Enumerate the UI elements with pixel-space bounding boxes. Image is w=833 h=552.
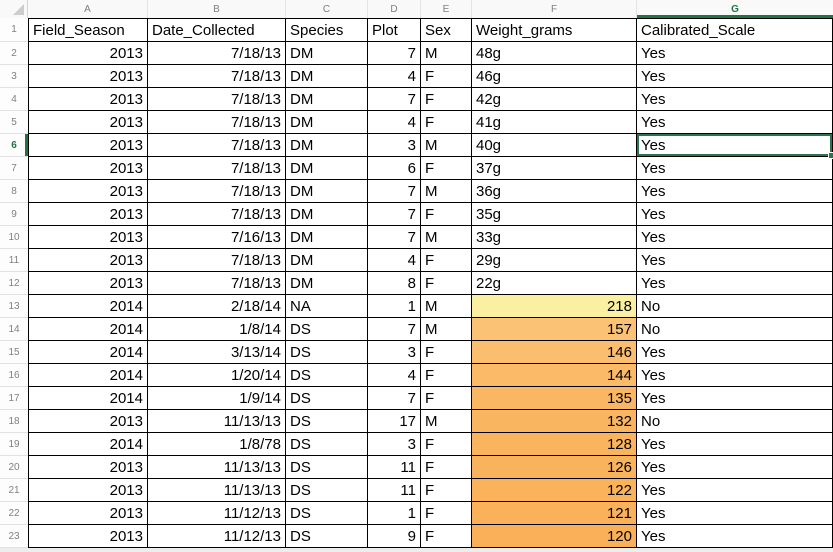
- cell-D12[interactable]: 8: [368, 272, 421, 295]
- cell-D11[interactable]: 4: [368, 249, 421, 272]
- table-row: [0, 364, 833, 387]
- cell-A3[interactable]: 2013: [28, 65, 148, 88]
- cell-C8[interactable]: DM: [286, 180, 368, 203]
- cell-G23[interactable]: Yes: [637, 525, 833, 548]
- cell-G10[interactable]: Yes: [637, 226, 833, 249]
- cell-F7[interactable]: 37g: [472, 157, 637, 180]
- fill-handle[interactable]: [828, 152, 833, 159]
- column-header-D[interactable]: D: [368, 0, 421, 18]
- cell-F5[interactable]: 41g: [472, 111, 637, 134]
- cell-E15[interactable]: F: [421, 341, 472, 364]
- cell-G12[interactable]: Yes: [637, 272, 833, 295]
- cell-C11[interactable]: DM: [286, 249, 368, 272]
- cell-F2[interactable]: 48g: [472, 42, 637, 65]
- cell-D4[interactable]: 7: [368, 88, 421, 111]
- table-row: [0, 295, 833, 318]
- cell-G6[interactable]: Yes: [637, 134, 833, 157]
- cell-A19[interactable]: 2014: [28, 433, 148, 456]
- cell-E22[interactable]: F: [421, 502, 472, 525]
- column-header-A[interactable]: A: [28, 0, 148, 18]
- cell-D3[interactable]: 4: [368, 65, 421, 88]
- cell-C17[interactable]: DS: [286, 387, 368, 410]
- row-number-12[interactable]: 12: [0, 272, 28, 295]
- cell-F21[interactable]: 122: [472, 479, 637, 502]
- cell-G1[interactable]: Calibrated_Scale: [637, 18, 833, 42]
- cell-G16[interactable]: Yes: [637, 364, 833, 387]
- cell-F17[interactable]: 135: [472, 387, 637, 410]
- cell-G13[interactable]: No: [637, 295, 833, 318]
- cell-F22[interactable]: 121: [472, 502, 637, 525]
- cell-F12[interactable]: 22g: [472, 272, 637, 295]
- row-number-6[interactable]: 6: [0, 134, 28, 157]
- cell-F3[interactable]: 46g: [472, 65, 637, 88]
- table-row: [0, 318, 833, 341]
- cell-E2[interactable]: M: [421, 42, 472, 65]
- cell-G21[interactable]: Yes: [637, 479, 833, 502]
- row-number-22[interactable]: 22: [0, 502, 28, 525]
- cell-A7[interactable]: 2013: [28, 157, 148, 180]
- column-header-F[interactable]: F: [472, 0, 637, 18]
- column-header-C[interactable]: C: [286, 0, 368, 18]
- cell-F14[interactable]: 157: [472, 318, 637, 341]
- cell-C6[interactable]: DM: [286, 134, 368, 157]
- cell-E11[interactable]: F: [421, 249, 472, 272]
- row-number-1[interactable]: 1: [0, 18, 28, 42]
- select-all-icon: [13, 4, 24, 15]
- row-number-5[interactable]: 5: [0, 111, 28, 134]
- cell-C9[interactable]: DM: [286, 203, 368, 226]
- row-number-16[interactable]: 16: [0, 364, 28, 387]
- cell-B4[interactable]: 7/18/13: [148, 88, 286, 111]
- cell-D8[interactable]: 7: [368, 180, 421, 203]
- column-header-E[interactable]: E: [421, 0, 472, 18]
- cell-F9[interactable]: 35g: [472, 203, 637, 226]
- cell-F23[interactable]: 120: [472, 525, 637, 548]
- row-number-13[interactable]: 13: [0, 295, 28, 318]
- row-number-7[interactable]: 7: [0, 157, 28, 180]
- table-row: [0, 134, 833, 157]
- cell-D13[interactable]: 1: [368, 295, 421, 318]
- cell-E5[interactable]: F: [421, 111, 472, 134]
- cell-B2[interactable]: 7/18/13: [148, 42, 286, 65]
- cell-C1[interactable]: Species: [286, 18, 368, 42]
- row-number-2[interactable]: 2: [0, 42, 28, 65]
- table-row: [0, 157, 833, 180]
- cell-B9[interactable]: 7/18/13: [148, 203, 286, 226]
- cell-C4[interactable]: DM: [286, 88, 368, 111]
- cell-G7[interactable]: Yes: [637, 157, 833, 180]
- cell-C19[interactable]: DS: [286, 433, 368, 456]
- cell-C12[interactable]: DM: [286, 272, 368, 295]
- select-all-corner[interactable]: [0, 0, 28, 18]
- cell-C16[interactable]: DS: [286, 364, 368, 387]
- cell-F16[interactable]: 144: [472, 364, 637, 387]
- cell-D18[interactable]: 17: [368, 410, 421, 433]
- cell-F20[interactable]: 126: [472, 456, 637, 479]
- cell-E18[interactable]: M: [421, 410, 472, 433]
- cell-A4[interactable]: 2013: [28, 88, 148, 111]
- table-row: [0, 249, 833, 272]
- cell-B21[interactable]: 11/13/13: [148, 479, 286, 502]
- table-row: [0, 410, 833, 433]
- cell-D22[interactable]: 1: [368, 502, 421, 525]
- cell-C3[interactable]: DM: [286, 65, 368, 88]
- cell-G11[interactable]: Yes: [637, 249, 833, 272]
- cell-B20[interactable]: 11/13/13: [148, 456, 286, 479]
- cell-A16[interactable]: 2014: [28, 364, 148, 387]
- row-number-15[interactable]: 15: [0, 341, 28, 364]
- cell-G20[interactable]: Yes: [637, 456, 833, 479]
- bottom-edge: [0, 548, 833, 552]
- cell-A22[interactable]: 2013: [28, 502, 148, 525]
- table-row: [0, 456, 833, 479]
- cell-E7[interactable]: F: [421, 157, 472, 180]
- cell-D17[interactable]: 7: [368, 387, 421, 410]
- cell-B17[interactable]: 1/9/14: [148, 387, 286, 410]
- cell-B23[interactable]: 11/12/13: [148, 525, 286, 548]
- cell-E8[interactable]: M: [421, 180, 472, 203]
- cell-E3[interactable]: F: [421, 65, 472, 88]
- cell-E20[interactable]: F: [421, 456, 472, 479]
- cell-G5[interactable]: Yes: [637, 111, 833, 134]
- cell-B3[interactable]: 7/18/13: [148, 65, 286, 88]
- cell-C10[interactable]: DM: [286, 226, 368, 249]
- cell-D20[interactable]: 11: [368, 456, 421, 479]
- cell-A10[interactable]: 2013: [28, 226, 148, 249]
- cell-D1[interactable]: Plot: [368, 18, 421, 42]
- cell-G9[interactable]: Yes: [637, 203, 833, 226]
- row-number-18[interactable]: 18: [0, 410, 28, 433]
- table-row: [0, 18, 833, 42]
- cell-D15[interactable]: 3: [368, 341, 421, 364]
- cell-D14[interactable]: 7: [368, 318, 421, 341]
- cell-C23[interactable]: DS: [286, 525, 368, 548]
- cell-E12[interactable]: F: [421, 272, 472, 295]
- cell-E9[interactable]: F: [421, 203, 472, 226]
- row-number-10[interactable]: 10: [0, 226, 28, 249]
- cell-F8[interactable]: 36g: [472, 180, 637, 203]
- table-row: [0, 525, 833, 548]
- cell-C18[interactable]: DS: [286, 410, 368, 433]
- cell-A11[interactable]: 2013: [28, 249, 148, 272]
- cell-F4[interactable]: 42g: [472, 88, 637, 111]
- row-number-19[interactable]: 19: [0, 433, 28, 456]
- cell-A18[interactable]: 2013: [28, 410, 148, 433]
- cell-E19[interactable]: F: [421, 433, 472, 456]
- cell-F18[interactable]: 132: [472, 410, 637, 433]
- cell-A1[interactable]: Field_Season: [28, 18, 148, 42]
- cell-G17[interactable]: Yes: [637, 387, 833, 410]
- cell-A6[interactable]: 2013: [28, 134, 148, 157]
- column-header-B[interactable]: B: [148, 0, 286, 18]
- table-row: [0, 387, 833, 410]
- cell-G19[interactable]: Yes: [637, 433, 833, 456]
- cell-F10[interactable]: 33g: [472, 226, 637, 249]
- cell-A20[interactable]: 2013: [28, 456, 148, 479]
- cell-B22[interactable]: 11/12/13: [148, 502, 286, 525]
- cell-E21[interactable]: F: [421, 479, 472, 502]
- cell-B13[interactable]: 2/18/14: [148, 295, 286, 318]
- cell-G8[interactable]: Yes: [637, 180, 833, 203]
- cell-D7[interactable]: 6: [368, 157, 421, 180]
- cell-D16[interactable]: 4: [368, 364, 421, 387]
- cell-D10[interactable]: 7: [368, 226, 421, 249]
- table-row: [0, 88, 833, 111]
- row-number-8[interactable]: 8: [0, 180, 28, 203]
- cell-D2[interactable]: 7: [368, 42, 421, 65]
- cell-C15[interactable]: DS: [286, 341, 368, 364]
- row-number-3[interactable]: 3: [0, 65, 28, 88]
- cell-C22[interactable]: DS: [286, 502, 368, 525]
- cell-A15[interactable]: 2014: [28, 341, 148, 364]
- cell-F13[interactable]: 218: [472, 295, 637, 318]
- cell-G15[interactable]: Yes: [637, 341, 833, 364]
- cell-A9[interactable]: 2013: [28, 203, 148, 226]
- cell-B5[interactable]: 7/18/13: [148, 111, 286, 134]
- row-number-17[interactable]: 17: [0, 387, 28, 410]
- table-row: [0, 203, 833, 226]
- table-row: [0, 65, 833, 88]
- row-number-4[interactable]: 4: [0, 88, 28, 111]
- cell-F1[interactable]: Weight_grams: [472, 18, 637, 42]
- table-row: [0, 111, 833, 134]
- table-row: [0, 502, 833, 525]
- cell-E23[interactable]: F: [421, 525, 472, 548]
- cell-E4[interactable]: F: [421, 88, 472, 111]
- cell-A14[interactable]: 2014: [28, 318, 148, 341]
- cell-A21[interactable]: 2013: [28, 479, 148, 502]
- cell-C2[interactable]: DM: [286, 42, 368, 65]
- cell-E16[interactable]: F: [421, 364, 472, 387]
- cell-B1[interactable]: Date_Collected: [148, 18, 286, 42]
- row-number-23[interactable]: 23: [0, 525, 28, 548]
- cell-D23[interactable]: 9: [368, 525, 421, 548]
- row-number-20[interactable]: 20: [0, 456, 28, 479]
- cell-F6[interactable]: 40g: [472, 134, 637, 157]
- cell-B19[interactable]: 1/8/78: [148, 433, 286, 456]
- cell-B6[interactable]: 7/18/13: [148, 134, 286, 157]
- cell-A23[interactable]: 2013: [28, 525, 148, 548]
- cell-C14[interactable]: DS: [286, 318, 368, 341]
- row-number-14[interactable]: 14: [0, 318, 28, 341]
- row-number-9[interactable]: 9: [0, 203, 28, 226]
- cell-D9[interactable]: 7: [368, 203, 421, 226]
- cell-B14[interactable]: 1/8/14: [148, 318, 286, 341]
- cell-A17[interactable]: 2014: [28, 387, 148, 410]
- cell-D21[interactable]: 11: [368, 479, 421, 502]
- cell-D6[interactable]: 3: [368, 134, 421, 157]
- table-row: [0, 341, 833, 364]
- cell-D19[interactable]: 3: [368, 433, 421, 456]
- column-header-G[interactable]: G: [637, 0, 833, 18]
- sheet-grid: [0, 18, 833, 548]
- cell-C5[interactable]: DM: [286, 111, 368, 134]
- table-row: [0, 226, 833, 249]
- cell-G14[interactable]: No: [637, 318, 833, 341]
- cell-C20[interactable]: DS: [286, 456, 368, 479]
- cell-G22[interactable]: Yes: [637, 502, 833, 525]
- cell-C21[interactable]: DS: [286, 479, 368, 502]
- cell-B11[interactable]: 7/18/13: [148, 249, 286, 272]
- cell-B16[interactable]: 1/20/14: [148, 364, 286, 387]
- cell-E13[interactable]: M: [421, 295, 472, 318]
- cell-A13[interactable]: 2014: [28, 295, 148, 318]
- table-row: [0, 433, 833, 456]
- cell-E10[interactable]: M: [421, 226, 472, 249]
- column-letter-strip: [0, 0, 833, 18]
- cell-F19[interactable]: 128: [472, 433, 637, 456]
- cell-B7[interactable]: 7/18/13: [148, 157, 286, 180]
- cell-A12[interactable]: 2013: [28, 272, 148, 295]
- cell-G18[interactable]: No: [637, 410, 833, 433]
- cell-E1[interactable]: Sex: [421, 18, 472, 42]
- cell-E14[interactable]: M: [421, 318, 472, 341]
- cell-C7[interactable]: DM: [286, 157, 368, 180]
- table-row: [0, 272, 833, 295]
- cell-F11[interactable]: 29g: [472, 249, 637, 272]
- row-number-21[interactable]: 21: [0, 479, 28, 502]
- cell-A5[interactable]: 2013: [28, 111, 148, 134]
- cell-E6[interactable]: M: [421, 134, 472, 157]
- table-row: [0, 479, 833, 502]
- cell-G3[interactable]: Yes: [637, 65, 833, 88]
- cell-D5[interactable]: 4: [368, 111, 421, 134]
- cell-B12[interactable]: 7/18/13: [148, 272, 286, 295]
- cell-A2[interactable]: 2013: [28, 42, 148, 65]
- cell-F15[interactable]: 146: [472, 341, 637, 364]
- cell-B18[interactable]: 11/13/13: [148, 410, 286, 433]
- cell-B8[interactable]: 7/18/13: [148, 180, 286, 203]
- row-number-11[interactable]: 11: [0, 249, 28, 272]
- cell-G4[interactable]: Yes: [637, 88, 833, 111]
- cell-A8[interactable]: 2013: [28, 180, 148, 203]
- cell-B10[interactable]: 7/16/13: [148, 226, 286, 249]
- cell-G2[interactable]: Yes: [637, 42, 833, 65]
- cell-C13[interactable]: NA: [286, 295, 368, 318]
- table-row: [0, 42, 833, 65]
- cell-B15[interactable]: 3/13/14: [148, 341, 286, 364]
- cell-E17[interactable]: F: [421, 387, 472, 410]
- table-row: [0, 180, 833, 203]
